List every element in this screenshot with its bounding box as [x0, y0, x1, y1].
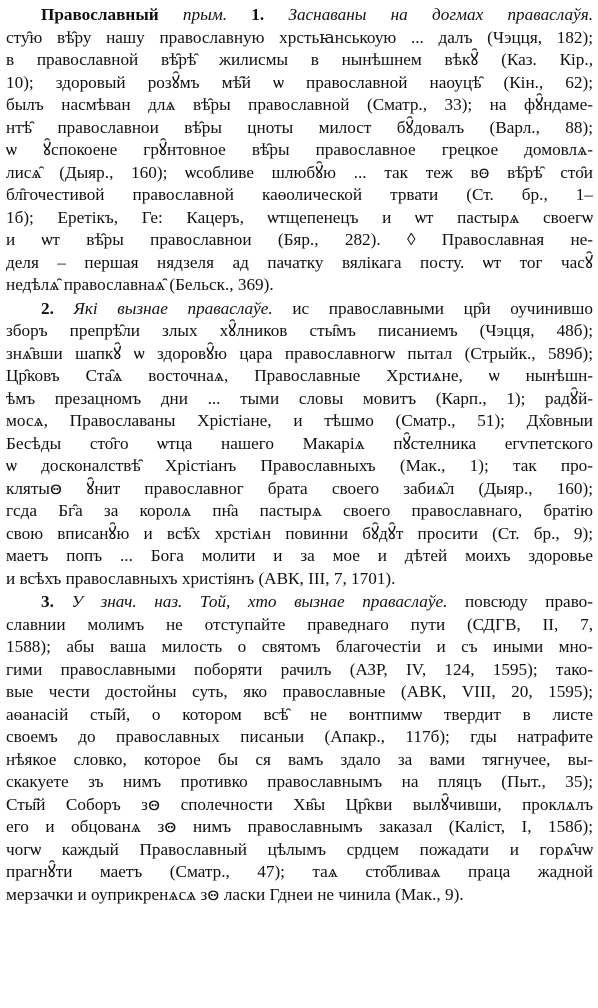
- sense-2-first-line: [6, 298, 593, 321]
- sense-2: [6, 298, 593, 591]
- sense-gloss: Які вызнае праваслаўе.: [73, 298, 273, 318]
- text-line: и всѣхъ православныхъ христіянъ (АВК, III, 7, 1701).: [6, 568, 396, 588]
- text-line: сту̑ю вѣ̑ру нашу православную хрстьꙗнськоую ... далъ (Чэцця, 182);: [6, 27, 593, 47]
- text-line: ѣмъ презацномъ дни ... тыми словы мовитъ (Карп., 1); радꙋ̑й-: [6, 388, 593, 408]
- text-line: вые чести достойны суть, яко православные (АВК, VIII, 20, 1595);: [6, 682, 593, 701]
- text-line: свою вписанꙋ̑ю и всѣ̑х хрстіѧн повинни бꙋ̑дꙋ̑т просити (Ст. бр., 9);: [6, 523, 593, 543]
- sense-gloss: У знач. наз. Той, хто вызнае праваслаўе.: [71, 592, 448, 611]
- text-line: Цр̑ковъ Ста̑ѧ восточнаѧ, Православные Хрстиѧне, ѡ нынѣшн-: [6, 366, 593, 385]
- text-line: бл̑гочестивой православной каѳолической трвати (Ст. бр., 1–: [6, 185, 593, 204]
- sense-3-first-line: [6, 591, 593, 614]
- text-line: маетъ попъ ... Бога молити и за мое и дѣтей моихъ здоровье: [6, 546, 593, 565]
- headword: Православный: [41, 5, 159, 24]
- text-line: его и обцованѧ зꙫ нимъ православнымъ заказал (Каліст, І, 158б);: [6, 817, 593, 836]
- text-line: ис православными цр̑и оучинившо: [292, 298, 593, 318]
- text-line: своемъ до православных писаныи (Апакр., 117б); гды натрафите: [6, 727, 593, 746]
- text-line: былъ насмѣван длѧ вѣ̑ры православной (Сматр., 33); на фꙋ̑ндаме-: [6, 95, 593, 114]
- text-line: лисѧ̑ (Дыяр., 160); ѡсобливе шлюбꙋ̑ю ... так теж вꙫ вѣ̑рѣ̑ сто̑и: [6, 162, 593, 182]
- sense-number: 1.: [251, 5, 265, 24]
- text-line: 10); здоровый розꙋ̑мъ мѣ̑й ѡ православной наоуцѣ̑ (Кін., 62);: [6, 72, 593, 92]
- sense-gloss: Заснаваны на догмах праваслаўя.: [288, 5, 594, 24]
- text-line: аѳанасій сты̑й, о котором всѣ̑ не вонтпимѡ твердит в листе: [6, 704, 593, 724]
- text-line: зборъ препрѣ̑ли злых хꙋ̑лников сты̑мъ писаниемъ (Чэцця, 48б);: [6, 321, 593, 340]
- text-line: славнии молимъ не отступайте праведнаго пути (СДГВ, II, 7,: [6, 614, 593, 634]
- text-line: и ѡт вѣ̑ры православнои (Бяр., 282). ◊ Православная не-: [6, 230, 593, 249]
- text-line: 1б); Еретікъ, Ге: Кацеръ, ѡтщепенецъ и ѡт пастырѧ своегѡ: [6, 207, 593, 227]
- sense-1: [6, 4, 593, 297]
- text-line: знѧ̑вши шапкꙋ̑ ѡ здоровꙋ̑ю цара православногѡ пытал (Стрыйк., 589б);: [6, 343, 593, 363]
- text-line: ѡ досконалствѣ̑ Хрістіанъ Православныхъ (Мак., 1); так про-: [6, 456, 593, 475]
- text-line: нѣякое словко, которое бы ся вамъ здало за вами тягнучее, вы-: [6, 749, 593, 769]
- text-line: чогѡ каждый Православный цѣлымъ срдцем пожадати и горѧ̑чѡ: [6, 839, 593, 859]
- text-line: Бесѣды сто̑го ѡтца нашего Макаріѧ пꙋ̑стелника егѵпетского: [6, 433, 593, 453]
- text-line: недѣлѧ̑ православнаѧ̑ (Бельск., 369).: [6, 275, 274, 294]
- text-line: нтѣ̑ православнои вѣ̑ры цноты милост бꙋ̑довалъ (Варл., 88);: [6, 117, 593, 137]
- text-line: гими православными поборяти рачилъ (АЗР, IV, 124, 1595); тако-: [6, 659, 593, 679]
- text-line: гсда Бг̑а за королѧ пн̑а пастырѧ своего православнаго, братію: [6, 501, 593, 520]
- text-line: в православной вѣ̑рѣ̑ жилисмы в нынѣшнем вѣкꙋ̑ (Каз. Кір.,: [6, 50, 593, 69]
- text-line: клятыꙫ ꙋ̑нит православног брата своего забиѧ̑л (Дыяр., 160);: [6, 478, 593, 498]
- text-line: повсюду право-: [464, 592, 594, 611]
- text-line: мерзачки и оуприкренѧсѧ зꙫ ласки Гднеи не чинила (Мак., 9).: [6, 884, 464, 904]
- sense-number: 3.: [41, 592, 54, 611]
- text-line: ѡ ꙋ̑спокоене грꙋ̑нтовное вѣ̑ры православное грецкое домовлѧ-: [6, 140, 593, 159]
- part-of-speech: прым.: [182, 5, 228, 24]
- sense-1-first-line: [6, 4, 593, 27]
- sense-number: 2.: [41, 298, 54, 318]
- text-line: скакуете зъ нимъ противко православнымъ на пляцъ (Пыт., 35);: [6, 772, 593, 791]
- sense-3: [6, 591, 593, 906]
- text-line: прагнꙋ̑ти маетъ (Сматр., 47); таѧ сто̑бливаѧ праца жадной: [6, 862, 593, 881]
- text-line: деля – першая нядзеля ад пачатку вялікага посту. ѡт тог часꙋ̑: [6, 252, 593, 272]
- text-line: Сты̑й Соборъ зꙫ сполечности Хв̑ы Цр̑кви вылꙋ̑чивши, проклѧлъ: [6, 794, 593, 814]
- text-line: мосѧ, Православаны Хрістіане, и тѣшмо (Сматр., 51); Дх̑овныи: [6, 411, 593, 430]
- text-line: 1588); абы ваша милость о святомъ благочестіи и съ иными мно-: [6, 637, 593, 656]
